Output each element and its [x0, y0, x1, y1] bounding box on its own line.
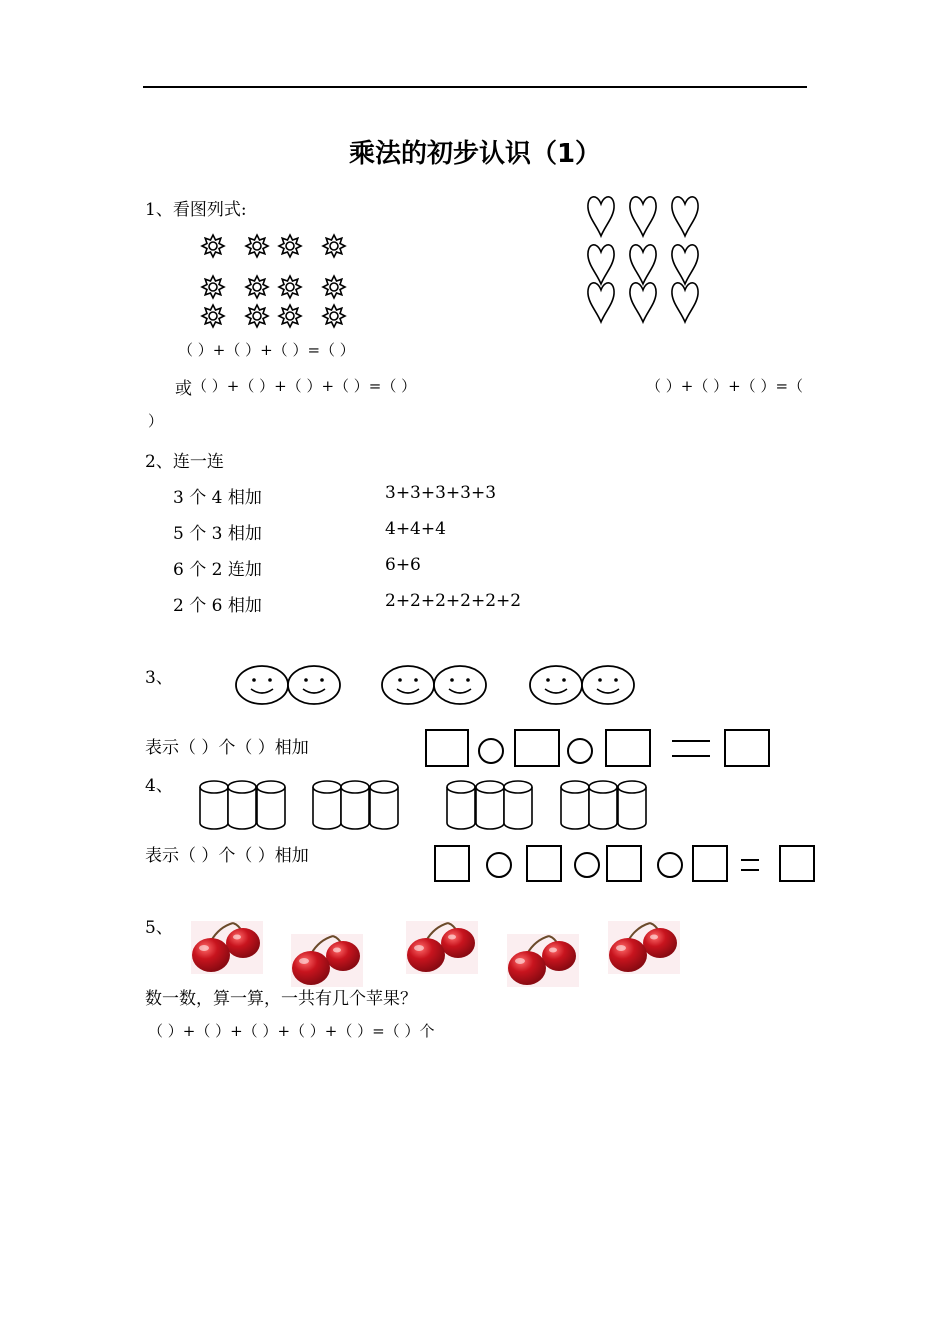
q1-formula-a: （ ）+（ ）+（ ）=（ ）	[178, 341, 355, 359]
cherry-icon	[291, 934, 363, 987]
match-right-item[interactable]: 4+4+4	[385, 519, 446, 539]
q1-hearts-formula-end: ）	[148, 412, 164, 430]
match-right-item[interactable]: 3+3+3+3+3	[385, 483, 497, 503]
cherry-icon	[608, 921, 680, 974]
question-5-label: 5、	[145, 918, 173, 938]
q3-represent-text: 表示（ ）个（ ）相加	[145, 738, 309, 758]
match-left-item[interactable]: 3 个 4 相加	[173, 488, 262, 508]
page-title: 乘法的初步认识（1）	[348, 139, 602, 169]
match-right-item[interactable]: 6+6	[385, 555, 421, 575]
cherry-icon	[191, 921, 263, 974]
q5-prompt: 数一数，算一算，一共有几个苹果？	[145, 989, 417, 1009]
match-left-item[interactable]: 2 个 6 相加	[173, 596, 262, 616]
q1-or-label: 或	[175, 379, 192, 399]
match-left-item[interactable]: 5 个 3 相加	[173, 524, 262, 544]
q1-hearts-formula: （ ）+（ ）+（ ）=（	[646, 377, 804, 395]
question-3-label: 3、	[145, 668, 173, 688]
match-left-item[interactable]: 6 个 2 连加	[173, 560, 262, 580]
q5-formula: （ ）+（ ）+（ ）+（ ）+（ ）=（ ）个	[148, 1022, 435, 1040]
cherry-icon	[406, 921, 478, 974]
question-1-label: 1、看图列式:	[145, 200, 247, 220]
match-right-item[interactable]: 2+2+2+2+2+2	[385, 591, 522, 611]
question-4-label: 4、	[145, 776, 173, 796]
q1-formula-b: （ ）+（ ）+（ ）+（ ）=（ ）	[192, 377, 417, 395]
question-2-label: 2、连一连	[145, 452, 224, 472]
q4-represent-text: 表示（ ）个（ ）相加	[145, 846, 309, 866]
cherry-icon	[507, 934, 579, 987]
